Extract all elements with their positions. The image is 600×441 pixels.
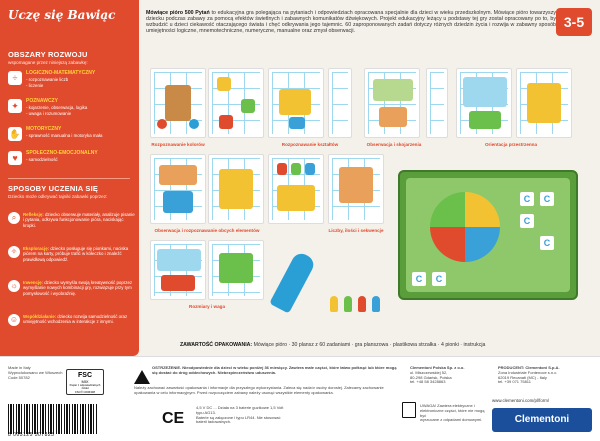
barcode [8, 404, 98, 434]
compass-icon: ✧ [8, 246, 20, 258]
warning-text: OSTRZEŻENIE. Nieodpowiednie dla dzieci w wieku poniżej 36 miesięcy. Zawiera małe części, które łatwo połknąć lub które mogą się dostać do dróg oddechowych. Niebezpieczeństwo uduszenia. [152, 365, 397, 375]
board-tile: C [432, 272, 446, 286]
fsc-sub: Papier z odpowiedzialnych źródeł [69, 384, 101, 390]
area-line: - rozpoznawanie liczb [26, 77, 69, 82]
disposal-line: UWAGA! Zawiera elektryczne i elektroniczne części, które nie mogą być [420, 403, 485, 418]
battery-line: Baterie są załączone i typu LR44. Nie stosować baterii ładowalnych. [196, 414, 281, 425]
card-colors [150, 68, 206, 138]
card-colors-2 [208, 68, 264, 138]
area-line: - uwaga i rozumowanie [26, 111, 72, 116]
areas-subtitle: wspomagane przez niniejszą zabawkę: [8, 60, 88, 65]
board-tile: C [540, 192, 554, 206]
fsc-logo [66, 369, 104, 395]
barcode-number: 8 005125 507825 [8, 432, 55, 438]
card-numbers-2 [328, 154, 384, 224]
fsc-code: FSC® C006308 [75, 390, 95, 394]
recycle-bin-icon [402, 402, 416, 418]
way-text: dziecko obserwuje materiały, analizuje pisanie i pytania, odkrywa funkcjonowanie pióra, naciskając kropki. [23, 212, 135, 228]
hand-icon: ✋ [9, 129, 21, 139]
intro-body: to edukacyjna gra polegająca na pytaniach i odpowiedziach opracowana specjalnie dla dzieci w wieku przedszkolnym. Mówiące pióro towarzyszy dziecku podczas zabawy za pomocą efektów świetlnych i zabawnych komunikatów dźwiękowych. Projekt edukacyjny leżący u podstawy tej gry został opracowany po to, by wzbudzić u dzieci ciekawość otaczającego świata i chęć odkrywania jego tajemnic. 60 zaproponowanych zadań dotyczy różnych dziedzin życia i rozwija w zabawny sposób umiejętności logiczne, mnemotechniczne, numeryczne, manualne oraz zmysł obserwacji. [146, 10, 556, 35]
area-title: MOTORYCZNY [26, 126, 62, 132]
way-reflection [8, 212, 136, 242]
lightbulb-icon: ✦ [8, 99, 22, 113]
producer-info [498, 366, 560, 385]
card-sizes [150, 240, 206, 300]
area-line: - samodzielność [26, 157, 58, 162]
card-shapes [268, 68, 324, 138]
way-label: Refleksję: [23, 212, 44, 217]
card-orientation [456, 68, 512, 138]
clementoni-logo: Clementoni [492, 408, 592, 432]
card-odd-one-2 [208, 154, 264, 224]
card-caption: Obserwacja i skojarzenia [366, 142, 422, 147]
card-shapes-2 [328, 68, 352, 138]
areas-title: OBSZARY ROZWOJU [8, 50, 88, 59]
way-label: Współdziałanie: [23, 314, 57, 319]
development-sidebar [0, 0, 139, 356]
care-note: Należy zachować zawartość opakowania i informacje dla przyszłego wykorzystania. Zaleca się nadzór osoby dorosłej. Zalecamy zachowanie opakowania w celu informacyjnym. Przed rozpoczęciem zabawy należy usunąć wszystkie elementy opakowania. [134, 385, 384, 395]
intro-text [146, 10, 556, 34]
made-line: Wyprodukowano we Włoszech [8, 369, 63, 375]
way-cooperation [8, 314, 136, 344]
card-odd-one [150, 154, 206, 224]
pawn-yellow [330, 296, 338, 312]
fsc-mark: FSC [78, 372, 92, 379]
way-invention [8, 280, 136, 310]
card-sizes-2 [208, 240, 264, 300]
card-observation [364, 68, 420, 138]
distributor-line: Clementoni Polska Sp. z o.o. [410, 365, 465, 370]
card-orientation-2 [516, 68, 572, 138]
board-tile: C [520, 192, 534, 206]
ce-mark: CE [162, 410, 185, 427]
made-line: Made in Italy [8, 365, 31, 370]
board-tile: C [520, 214, 534, 228]
warning-icon [134, 370, 150, 384]
box-contents [180, 342, 485, 348]
distributor-info [410, 366, 464, 385]
card-caption: Rozpoznawanie kolorów [151, 142, 205, 147]
way-text: dziecko wymyśla swoją kreatywność poprzez wymyślanie nowych kombinacji gry, rozwiązuje przy tym pomysłowość i wyobraźnię. [23, 280, 133, 296]
card-numbers [268, 154, 324, 224]
brand-title: Uczę się Bawiąc [8, 8, 116, 22]
way-text: dziecko rozwija samodzielność oraz umiejętność wchodzenia w interakcje z innymi. [23, 314, 128, 325]
area-line: - liczenie [26, 83, 44, 88]
producer-line: 62019 Recanati (MC) - Italy [498, 374, 547, 380]
game-board [398, 170, 578, 300]
board-tile: C [412, 272, 426, 286]
card-caption: Orientacja przestrzenna [484, 142, 538, 147]
battery-info [196, 406, 292, 425]
heart-icon: ♥ [8, 151, 22, 165]
pawn-green [344, 296, 352, 312]
ways-subtitle: Dziecko może odkrywać tajniki zabawki poprzez: [8, 194, 108, 199]
area-title: LOGICZNO-MATEMATYCZNY [26, 70, 96, 76]
card-caption: Rozpoznawanie kształtów [281, 142, 339, 147]
way-label: Eksplorację: [23, 246, 50, 251]
card-observation-2 [426, 68, 448, 138]
calculator-icon: ÷ [8, 71, 22, 85]
talking-pen [269, 250, 317, 313]
disposal-line: wyrzucane z odpadami domowymi. [420, 417, 483, 423]
distributor-line: 80-298 Gdańsk, Polska [410, 374, 452, 380]
area-cognitive [8, 98, 136, 128]
area-logical-math [8, 70, 136, 100]
website-link[interactable]: www.clementoni.com/pl/form/ [492, 398, 550, 403]
way-text: dziecko posługuje się pionkami, naciska piórem na karty, próbuje trafić w kółeczko i znaleźć prawidłową odpowiedź. [23, 246, 129, 262]
pawn-red [358, 296, 366, 312]
contents-label: ZAWARTOŚĆ OPAKOWANIA: [180, 342, 253, 348]
idea-icon: ☼ [8, 280, 20, 292]
spinner-circle [430, 192, 500, 262]
pawn-blue [372, 296, 380, 312]
producer-line: PRODUCENT: Clementoni S.p.A. [498, 365, 560, 370]
magnifier-icon: ⌕ [8, 212, 20, 224]
ways-title: SPOSOBY UCZENIA SIĘ [8, 184, 99, 193]
made-line: Code 50782 [8, 374, 30, 380]
battery-line: 4,5 V DC ... Działa na 3 baterie guzikowe 1,5 Volt typu AG13. [196, 405, 284, 415]
area-title: SPOŁECZNO-EMOCJONALNY [26, 150, 98, 156]
card-caption: Liczby, ilości i sekwencje [328, 228, 384, 233]
way-label: Inwencję: [23, 280, 44, 285]
contents-list: Mówiące pióro · 30 plansz z 60 zadaniami · gra planszowa · plastikowa strzałka · 4 pionki · instrukcja [252, 342, 486, 348]
area-line: - kojarzenie, obserwacja, logika [26, 105, 88, 110]
people-icon: ☺ [9, 315, 19, 324]
disposal-info [420, 404, 490, 423]
board-tile: C [540, 236, 554, 250]
area-line: - sprawność manualna i motoryka mała [26, 133, 103, 138]
age-badge: 3-5 [556, 8, 592, 36]
intro-bold: Mówiące pióro 500 Pytań [146, 10, 210, 16]
area-title: POZNAWCZY [26, 98, 58, 104]
producer-line: Zona Industriale Fontenoce s.n.c. [498, 369, 558, 375]
card-caption: Rozmiary i waga [189, 304, 225, 309]
distributor-line: ul. Miszczewskiej 52, [410, 369, 448, 375]
card-caption: Obserwacja i rozpoznawanie obcych elementów [154, 228, 260, 233]
made-in-info [8, 366, 62, 380]
fsc-label: MIX [81, 379, 89, 384]
producer-line: tel. +39 071 75811 [498, 379, 531, 385]
way-exploration [8, 246, 136, 276]
distributor-line: tel. +48 58 3428863 [410, 379, 446, 385]
area-social-emotional [8, 150, 136, 180]
divider [8, 178, 130, 179]
